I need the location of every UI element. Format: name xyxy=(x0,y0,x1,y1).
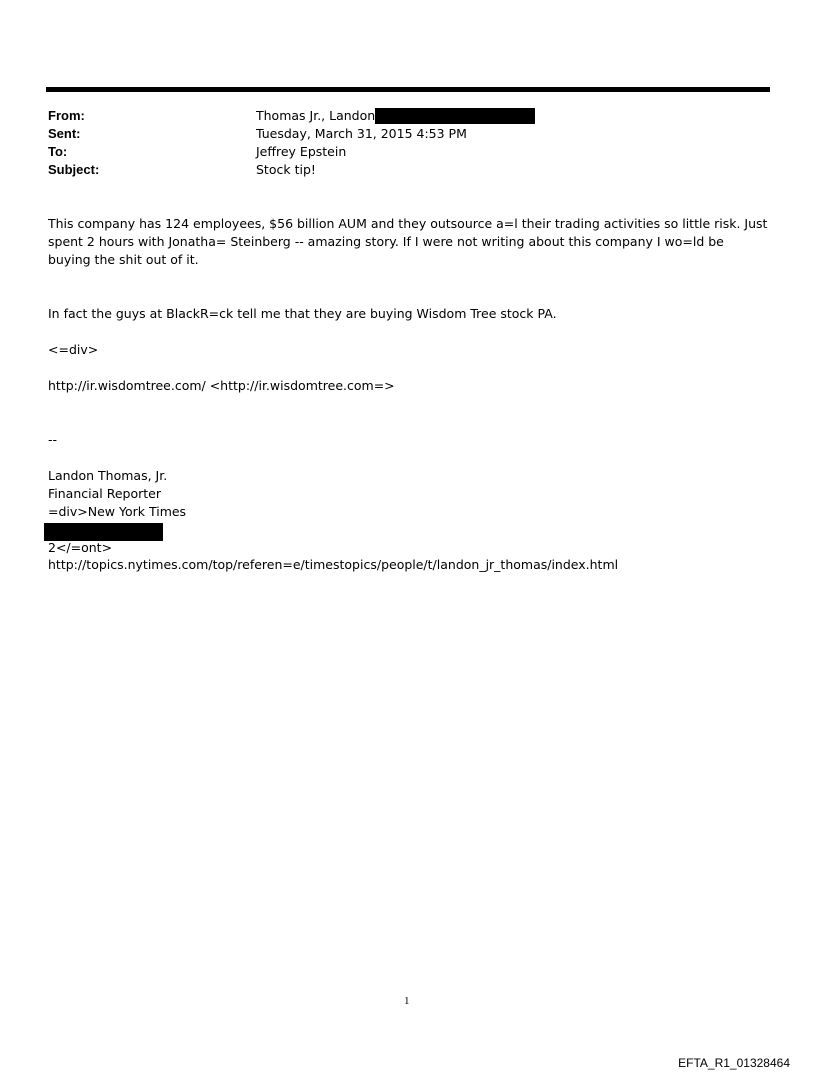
body-paragraph-1: This company has 124 employees, $56 billion AUM and they outsource a=l their trading activities so little risk. Just spent 2 hours with Jonatha= Steinberg -- amazing story. If I were not writing about this company I wo=ld be buying the shit out of it. xyxy=(48,216,768,267)
from-value xyxy=(256,107,535,125)
from-name: Thomas Jr., Landon xyxy=(256,108,376,123)
signature-separator: -- xyxy=(48,432,58,447)
sent-value: Tuesday, March 31, 2015 4:53 PM xyxy=(256,126,467,141)
page-number: 1 xyxy=(404,995,410,1007)
signature-title: Financial Reporter xyxy=(48,486,161,501)
wisdomtree-link[interactable]: http://ir.wisdomtree.com/ <http://ir.wisdomtree.com=> xyxy=(48,378,395,393)
signature-org: =div>New York Times xyxy=(48,504,187,519)
body-paragraph-2: In fact the guys at BlackR=ck tell me that they are buying Wisdom Tree stock PA. xyxy=(48,306,557,321)
header-divider xyxy=(46,87,770,92)
redaction-block xyxy=(375,108,535,124)
signature-url[interactable]: http://topics.nytimes.com/top/referen=e/timestopics/people/t/landon_jr_thomas/index.html xyxy=(48,557,619,572)
to-value: Jeffrey Epstein xyxy=(256,144,347,159)
signature-name: Landon Thomas, Jr. xyxy=(48,468,168,483)
from-label: From: xyxy=(48,108,85,123)
div-line: <=div> xyxy=(48,342,99,357)
subject-label: Subject: xyxy=(48,162,100,177)
signature-font-tag: 2</=ont> xyxy=(48,540,113,555)
document-id: EFTA_R1_01328464 xyxy=(678,1056,790,1070)
subject-value: Stock tip! xyxy=(256,162,316,177)
to-label: To: xyxy=(48,144,68,159)
sent-label: Sent: xyxy=(48,126,81,141)
